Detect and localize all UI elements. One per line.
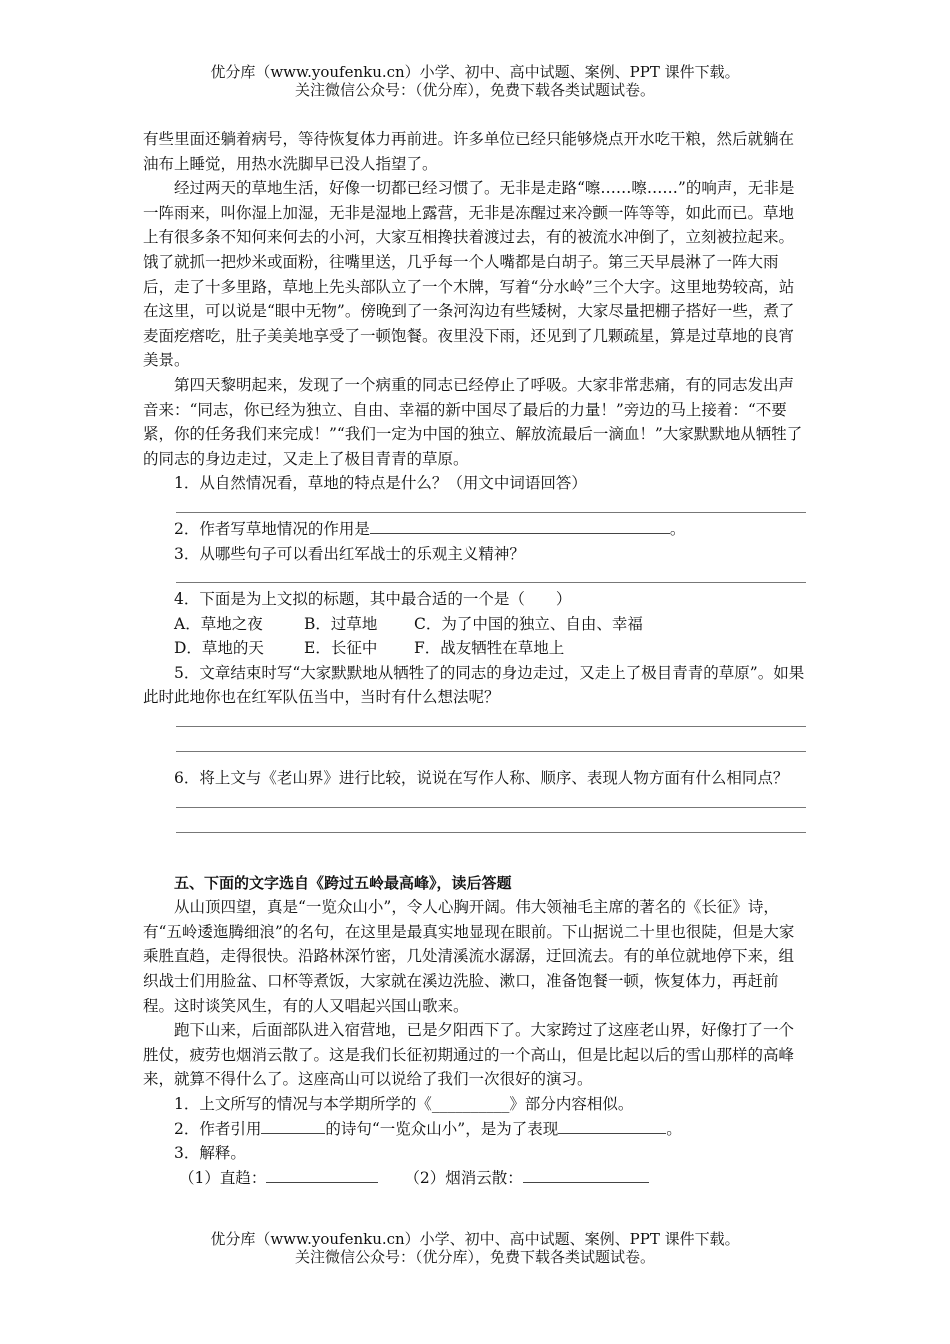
options-row-1 (143, 612, 806, 637)
answer-blank[interactable]: __________ (431, 1095, 510, 1113)
answer-blank[interactable] (558, 1119, 666, 1134)
answer-blank[interactable] (370, 519, 670, 534)
passage-paragraph-2: 经过两天的草地生活，好像一切都已经习惯了。无非是走路“嚓……嚓……”的响声，无非是一阵雨来，叫你湿上加湿，无非是湿地上露营，无非是冻醒过来冷颤一阵等等，如此而已。草地上有很多条不知何来何去的小河，大家互相搀扶着渡过去，有的被流水冲倒了，立刻被拉起来。饿了就抓一把炒米或面粉，往嘴里送，几乎每一个人嘴都是白胡子。第三天早晨淋了一阵大雨后，走了十多里路，草地上先头部队立了一个木牌，写着“分水岭”三个大字。这里地势较高，站在这里，可以说是“眼中无物”。傍晚到了一条河沟边有些矮树，大家尽量把棚子搭好一些，煮了麦面疙瘩吃，肚子美美地享受了一顿饱餐。夜里没下雨，还见到了几颗疏星，算是过草地的良宵美景。 (143, 179, 795, 370)
question-5: 5．文章结束时写“大家默默地从牺牲了的同志的身边走过，又走上了极目青青的草原”。如果此时此地你也在红军队伍当中，当时有什么想法呢？ (143, 663, 805, 707)
answer-line[interactable] (176, 791, 806, 808)
option-a[interactable]: A．草地之夜 (174, 614, 263, 633)
option-d[interactable]: D．草地的天 (174, 639, 264, 658)
section-5-question-2 (143, 1117, 806, 1142)
answer-line[interactable] (176, 816, 806, 833)
question-text-end: 》部分内容相似。 (509, 1095, 634, 1113)
option-e[interactable]: E．长征中 (304, 639, 378, 658)
options-row-2 (143, 636, 806, 661)
question-text: 1．上文所写的情况与本学期所学的《 (174, 1095, 432, 1113)
question-6: 6．将上文与《老山界》进行比较，说说在写作人称、顺序、表现人物方面有什么相同点？ (174, 769, 789, 788)
header-line-1: 优分库（www.youfenku.cn）小学、初中、高中试题、案例、PPT 课件下载。 (210, 63, 740, 81)
section-5-question-1 (143, 1092, 806, 1117)
term-1: （1）直趋： (179, 1168, 267, 1187)
section-5-question-3-items (143, 1166, 806, 1191)
answer-line[interactable] (176, 735, 806, 752)
section-5-title: 五、下面的文字选自《跨过五岭最高峰》，读后答题 (174, 873, 512, 892)
question-2 (143, 517, 806, 542)
term-2: （2）烟消云散： (404, 1168, 523, 1187)
page-footer (0, 1230, 950, 1266)
question-2-end: 。 (669, 519, 686, 538)
answer-blank[interactable] (261, 1119, 325, 1134)
question-4: 4．下面是为上文拟的标题，其中最合适的一个是（ ） (174, 590, 572, 609)
question-3: 3．从哪些句子可以看出红军战士的乐观主义精神？ (174, 544, 525, 563)
document-body (143, 127, 806, 1190)
answer-line[interactable] (176, 710, 806, 727)
answer-line[interactable] (176, 496, 806, 513)
question-1: 1．从自然情况看，草地的特点是什么？（用文中词语回答） (174, 474, 587, 493)
question-text-mid: 的诗句“一览众山小”，是为了表现 (325, 1119, 559, 1138)
header-line-2: 关注微信公众号：（优分库），免费下载各类试题试卷。 (294, 81, 655, 99)
question-text: 2．作者引用 (174, 1119, 262, 1138)
section-5-question-3: 3．解释。 (174, 1144, 246, 1163)
option-f[interactable]: F．战友牺牲在草地上 (414, 639, 565, 658)
footer-line-1: 优分库（www.youfenku.cn）小学、初中、高中试题、案例、PPT 课件下载。 (210, 1230, 740, 1248)
option-c[interactable]: C．为了中国的独立、自由、幸福 (414, 614, 643, 633)
question-text-end: 。 (666, 1119, 682, 1138)
section-5-paragraph-2: 跑下山来，后面部队进入宿营地，已是夕阳西下了。大家跨过了这座老山界，好像打了一个胜仗，疲劳也烟消云散了。这是我们长征初期通过的一个高山，但是比起以后的雪山那样的高峰来，就算不得什么了。这座高山可以说给了我们一次很好的演习。 (143, 1021, 795, 1089)
section-5-paragraph-1: 从山顶四望，真是“一览众山小”，令人心胸开阔。伟大领袖毛主席的著名的《长征》诗，有“五岭逶迤腾细浪”的名句，在这里是最真实地显现在眼前。下山据说二十里也很陡，但是大家乘胜直趋，走得很快。沿路林深竹密，几处清溪流水潺潺，迂回流去。有的单位就地停下来，组织战士们用脸盆、口杯等煮饭，大家就在溪边洗脸、漱口，准备饱餐一顿，恢复体力，再赶前程。这时谈笑风生，有的人又唱起兴国山歌来。 (143, 898, 795, 1015)
answer-blank[interactable] (266, 1168, 378, 1183)
footer-line-2: 关注微信公众号：（优分库），免费下载各类试题试卷。 (294, 1248, 655, 1266)
answer-line[interactable] (176, 566, 806, 583)
passage-paragraph-3: 第四天黎明起来，发现了一个病重的同志已经停止了呼吸。大家非常悲痛，有的同志发出声音来：“同志，你已经为独立、自由、幸福的新中国尽了最后的力量！”旁边的马上接着：“不要紧，你的任务我们来完成！”“我们一定为中国的独立、解放流最后一滴血！”大家默默地从牺牲了的同志的身边走过，又走上了极目青青的草原。 (143, 375, 803, 468)
option-b[interactable]: B．过草地 (304, 614, 378, 633)
question-2-text: 2．作者写草地情况的作用是 (174, 519, 370, 538)
answer-blank[interactable] (523, 1168, 649, 1183)
page-header (0, 63, 950, 99)
passage-paragraph-1: 有些里面还躺着病号，等待恢复体力再前进。许多单位已经只能够烧点开水吃干粮，然后就躺在油布上睡觉，用热水洗脚早已没人指望了。 (143, 130, 795, 173)
